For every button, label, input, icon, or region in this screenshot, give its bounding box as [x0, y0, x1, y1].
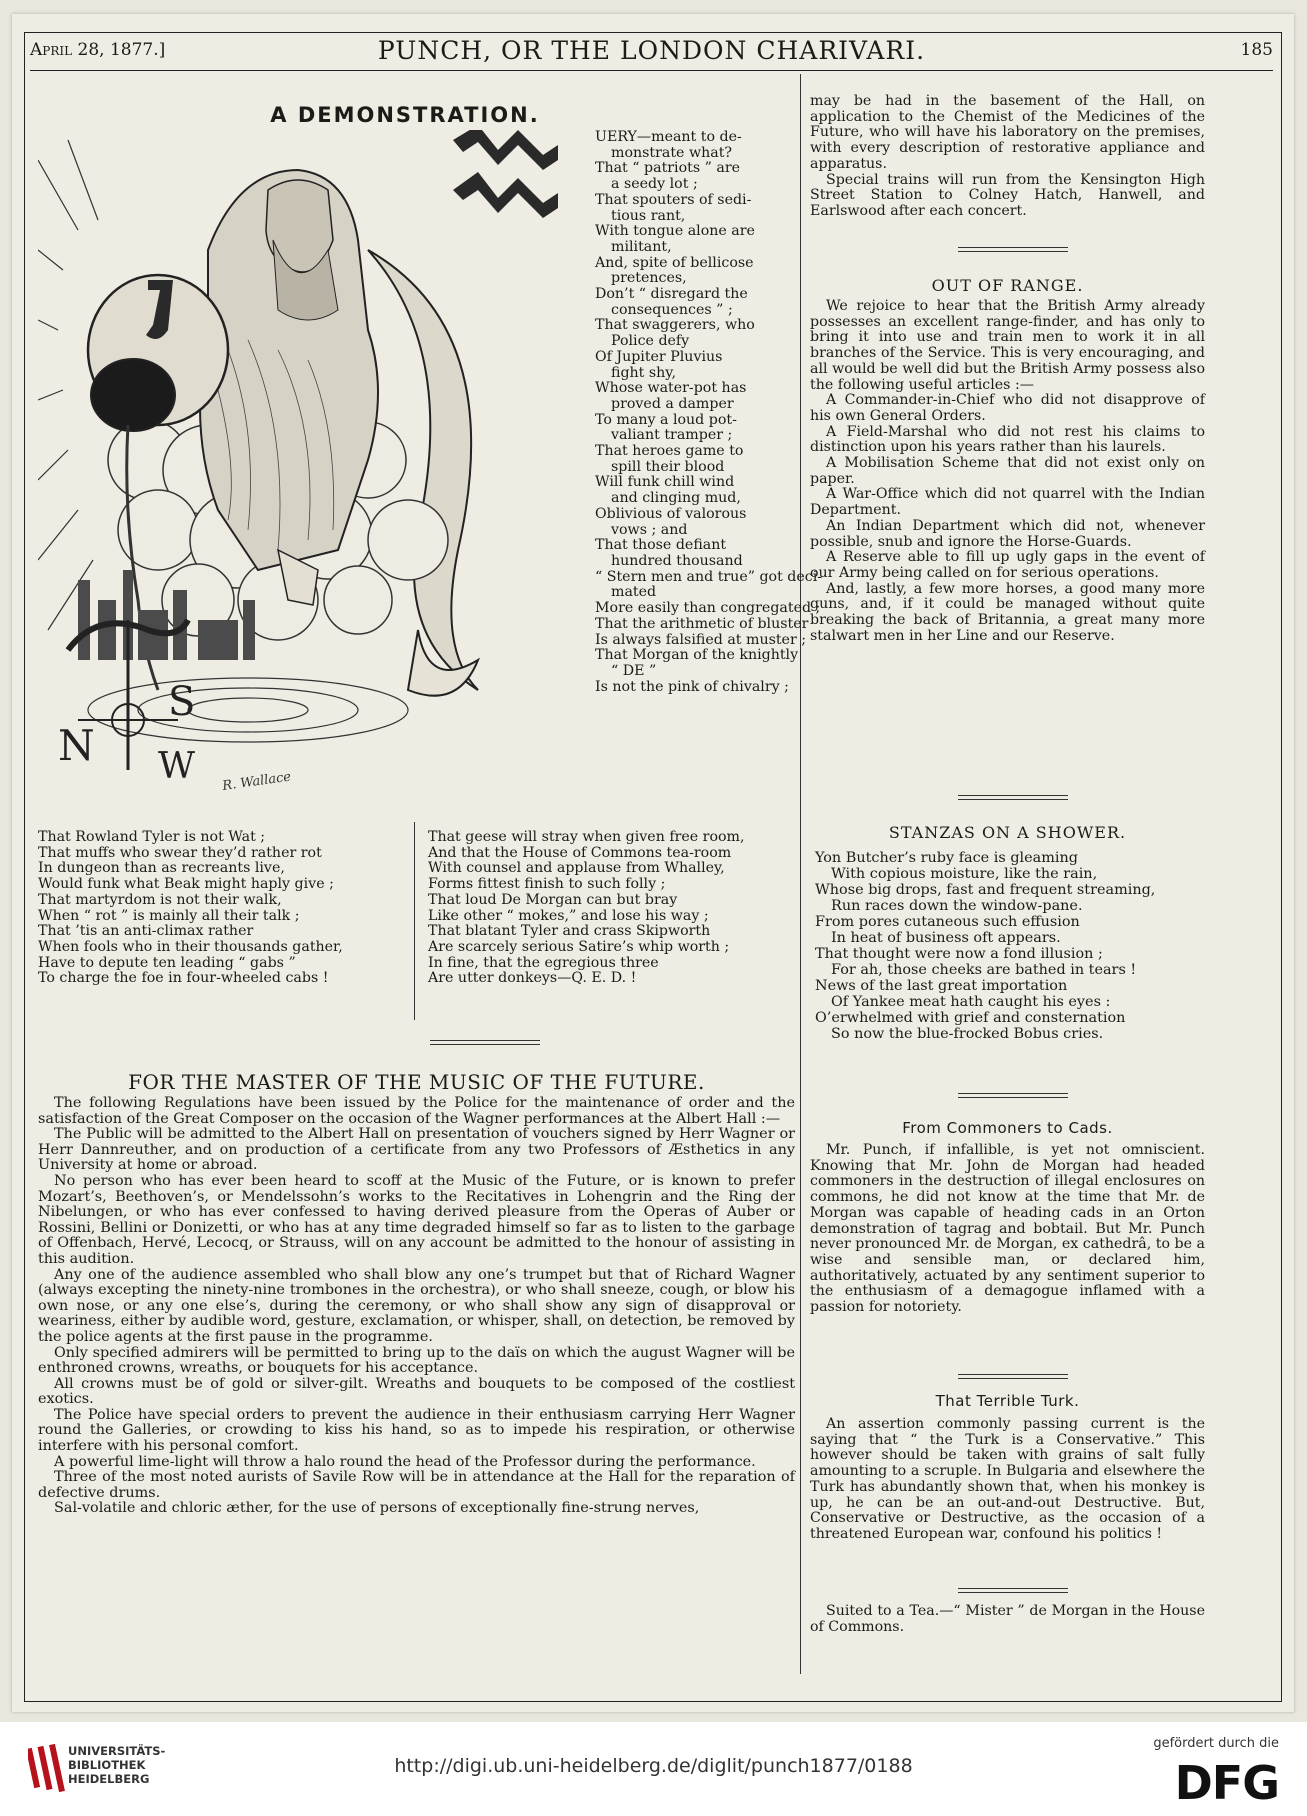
verse-line: That martyrdom is not their walk,	[38, 891, 282, 908]
verse-line: That muffs who swear they’d rather rot	[38, 844, 322, 861]
paragraph: Sal-volatile and chloric æther, for the use of persons of exceptionally fine-strung nerves,	[54, 1500, 700, 1517]
commoners-heading: From Commoners to Cads.	[902, 1119, 1113, 1137]
verse-line: Will funk chill wind	[595, 474, 735, 491]
commoners-paragraph: Mr. Punch, if infallible, is yet not omniscient. Knowing that Mr. John de Morgan had headed commoners in the destruction of illegal enclosures on commons, he did not know at the time that Mr. de Morgan was capable of heading cads in an Orton demonstration of tagrag and bobtail. But Mr. Punch never pronounced Mr. de Morgan, ex cathedrâ, to be a wise and sensible man, or declared him, authoritatively, actuated by any sentiment superior to the enthusiasm of a demagogue inflamed with a passion for notoriety.	[810, 1142, 1205, 1316]
verse-line: monstrate what?	[611, 144, 733, 161]
verse-line: “ Stern men and true” got deci-	[595, 568, 823, 585]
turk-heading: That Terrible Turk.	[935, 1392, 1080, 1410]
aquarius-illustration	[38, 130, 563, 810]
stanzas-on-a-shower	[815, 850, 1205, 1042]
artist-signature: R. Wallace	[221, 769, 292, 794]
verse-line: tious rant,	[611, 207, 686, 224]
paragraph: The Public will be admitted to the Albert Hall on presentation of vouchers signed by Herr Wagner or Herr Dannreuther, and on production of a certificate from any two Professors of Æsthetics in any University at home or abroad.	[38, 1126, 795, 1174]
verse-line: Whose big drops, fast and frequent streaming,	[815, 882, 1156, 898]
tea-paragraph: Suited to a Tea.—“ Mister ” de Morgan in the House of Commons.	[810, 1603, 1205, 1635]
music-article-continued	[810, 94, 1205, 220]
issue-date: April 28, 1877.]	[30, 40, 166, 60]
demonstration-stanza-left	[38, 830, 408, 987]
paragraph: All crowns must be of gold or silver-gilt. Wreaths and bouquets to be composed of the costliest exotics.	[38, 1375, 795, 1408]
verse-line: That Morgan of the knightly	[595, 647, 799, 664]
paragraph: No person who has ever been heard to scoff at the Music of the Future, or is known to prefer Mozart’s, Beethoven’s, or Mendelssohn’s works to the Recitatives in Lohengrin and the Ring der Nibelungen, or who has ever confessed to having derived pleasure from the Operas of Auber or Rossini, Bellini or Donizetti, or who has at any time degraded himself so far as to listen to the garbage of Offenbach, Hervé, Lecocq, or Strauss, will on any account be admitted to the honour of assisting in this audition.	[38, 1172, 795, 1267]
verse-line: Are utter donkeys—Q. E. D. !	[428, 970, 637, 987]
vane-letter-s: S	[168, 679, 196, 725]
verse-line: More easily than congregated ;	[595, 600, 821, 617]
verse-line: militant,	[611, 238, 672, 255]
column-divider-short	[414, 822, 415, 1020]
verse-line: Oblivious of valorous	[595, 505, 747, 522]
verse-line: proved a damper	[611, 395, 734, 412]
verse-line: That loud De Morgan can but bray	[428, 891, 678, 908]
verse-line: And, spite of bellicose	[595, 254, 754, 271]
verse-line: “ DE ”	[611, 662, 657, 679]
verse-line: and clinging mud,	[611, 490, 741, 507]
verse-line: With copious moisture, like the rain,	[831, 866, 1098, 882]
verse-line: When fools who in their thousands gather,	[38, 938, 343, 955]
funding-caption: gefördert durch die	[1153, 1736, 1279, 1751]
vane-letter-n: N	[58, 721, 95, 770]
viewer-footer	[0, 1722, 1307, 1816]
music-heading: FOR THE MASTER OF THE MUSIC OF THE FUTURE.	[128, 1070, 705, 1094]
verse-line: That “ patriots ” are	[595, 160, 741, 177]
paragraph: We rejoice to hear that the British Army already possesses an excellent range-finder, and has only to bring it into use and train men to work it in all branches of the Service. This is very encouraging, and all would be well did but the British Army possess also the following useful articles :—	[810, 298, 1205, 393]
verse-line: With tongue alone are	[595, 223, 755, 240]
paragraph: The following Regulations have been issued by the Police for the maintenance of order and the satisfaction of the Great Composer on the occasion of the Wagner performances at the Albert Hall :—	[38, 1095, 795, 1127]
verse-line: vows ; and	[611, 521, 688, 538]
verse-line: When “ rot ” is mainly all their talk ;	[38, 907, 300, 924]
verse-line: To charge the foe in four-wheeled cabs !	[38, 970, 329, 987]
paragraph: may be had in the basement of the Hall, on application to the Chemist of the Medicines of the Future, who will have his laboratory on the premises, with every description of restorative appliance and apparatus.	[810, 93, 1205, 172]
paragraph: A Reserve able to fill up ugly gaps in the event of our Army being called on for serious operations.	[810, 549, 1205, 581]
section-divider	[958, 1093, 1068, 1098]
verse-line: In heat of business oft appears.	[831, 930, 1061, 946]
column-divider	[800, 74, 801, 1674]
verse-line: That Rowland Tyler is not Wat ;	[38, 829, 266, 845]
out-of-range-article	[810, 299, 1205, 644]
verse-line: And that the House of Commons tea-room	[428, 844, 732, 861]
verse-line: In fine, that the egregious three	[428, 954, 659, 971]
verse-line: Yon Butcher’s ruby face is gleaming	[815, 850, 1078, 866]
sun-rays	[38, 140, 98, 630]
demonstration-stanza-right	[428, 830, 794, 987]
turk-paragraph: An assertion commonly passing current is the saying that “ the Turk is a Conservative.” This however should be taken with grains of salt fully amounting to a scruple. In Bulgaria and elsewhere the Turk has abundantly shown that, when his monkey is up, he can be an out-and-out Destructive. But, Conservative or Destructive, as the occasion of a threatened European war, confound his politics !	[810, 1416, 1205, 1542]
verse-line: fight shy,	[611, 364, 676, 381]
puddle-ripples	[88, 678, 408, 742]
verse-line: That heroes game to	[595, 443, 744, 460]
verse-line: mated	[611, 584, 657, 601]
verse-line: That spouters of sedi-	[595, 191, 752, 208]
verse-line: News of the last great importation	[815, 978, 1068, 994]
demonstration-heading: A DEMONSTRATION.	[270, 103, 540, 127]
tea-article	[810, 1604, 1205, 1635]
verse-line: In dungeon than as recreants live,	[38, 860, 285, 877]
verse-line: Of Yankee meat hath caught his eyes :	[831, 994, 1111, 1010]
paragraph: A Mobilisation Scheme that did not exist only on paper.	[810, 455, 1205, 487]
section-divider	[958, 795, 1068, 800]
dfg-logo: DFG	[1174, 1756, 1279, 1810]
verse-line: Don’t “ disregard the	[595, 286, 748, 303]
section-divider	[958, 1588, 1068, 1593]
paragraph: A powerful lime-light will throw a halo round the head of the Professor during the performance.	[54, 1453, 756, 1470]
paragraph: Any one of the audience assembled who shall blow any one’s trumpet but that of Richard Wagner (always excepting the ninety-nine trombones in the orchestra), or who shall sneeze, cough, or blow his own nose, or any one else’s, during the ceremony, or who shall show any sign of disapproval or weariness, either by audible word, gesture, exclamation, or whisper, shall, on detection, be removed by the police agents at the first pause in the programme.	[38, 1266, 796, 1345]
verse-line: So now the blue-frocked Bobus cries.	[831, 1026, 1104, 1042]
verse-line: pretences,	[611, 270, 687, 287]
paragraph: Special trains will run from the Kensington High Street Station to Colney Hatch, Hanwell, and Earlswood after each concert.	[810, 171, 1205, 219]
aquarius-symbol	[453, 130, 558, 218]
verse-line: Forms fittest finish to such folly ;	[428, 876, 666, 893]
verse-line: hundred thousand	[611, 552, 743, 569]
library-line-2: BIBLIOTHEK	[68, 1758, 146, 1772]
vane-letter-w: W	[158, 746, 196, 787]
verse-line: consequences ” ;	[611, 301, 733, 318]
page-number: 185	[1240, 40, 1273, 60]
commoners-article	[810, 1143, 1205, 1316]
verse-line: Police defy	[611, 333, 690, 350]
verse-line: With counsel and applause from Whalley,	[428, 860, 725, 877]
library-line-3: HEIDELBERG	[68, 1772, 150, 1786]
verse-line: That blatant Tyler and crass Skipworth	[428, 923, 711, 940]
paragraph: And, lastly, a few more horses, a good many more guns, and, if it could be managed without quite breaking the back of Britannia, a great many more stalwart men in her Line and our Reserve.	[810, 580, 1205, 644]
turk-article	[810, 1417, 1205, 1543]
demonstration-stanza-1	[595, 129, 823, 695]
stanzas-heading: STANZAS ON A SHOWER.	[888, 823, 1127, 842]
verse-line: Of Jupiter Pluvius	[595, 348, 723, 365]
verse-line: O’erwhelmed with grief and consternation	[815, 1010, 1126, 1026]
section-divider	[958, 247, 1068, 252]
verse-line: UERY—meant to de-	[595, 129, 742, 145]
verse-line: valiant tramper ;	[611, 427, 733, 444]
library-line-1: UNIVERSITÄTS-	[68, 1744, 166, 1758]
verse-line: Have to depute ten leading “ gabs ”	[38, 954, 296, 971]
paragraph: An Indian Department which did not, whenever possible, snub and ignore the Horse-Guards.	[810, 517, 1205, 550]
verse-line: That the arithmetic of bluster	[595, 615, 809, 632]
verse-line: That thought were now a fond illusion ;	[815, 946, 1103, 962]
verse-line: Is not the pink of chivalry ;	[595, 678, 789, 695]
verse-line: For ah, those cheeks are bathed in tears !	[831, 962, 1137, 978]
section-divider	[430, 1040, 540, 1045]
section-divider	[958, 1374, 1068, 1379]
verse-line: Are scarcely serious Satire’s whip worth ;	[428, 938, 730, 955]
paragraph: The Police have special orders to prevent the audience in their enthusiasm carrying Herr Wagner round the Galleries, or crowding to kiss his hand, so as to impede his respiration, or otherwise interfere with his personal comfort.	[38, 1406, 795, 1455]
paragraph: Only specified admirers will be permitted to bring up to the daïs on which the august Wagner will be enthroned crowns, wreaths, or bouquets for his acceptance.	[38, 1344, 795, 1377]
verse-line: To many a loud pot-	[595, 411, 737, 428]
page-header	[30, 32, 1273, 71]
paragraph: A Field-Marshal who did not rest his claims to distinction upon his years rather than his laurels.	[810, 423, 1205, 456]
verse-line: That ’tis an anti-climax rather	[38, 923, 254, 940]
verse-line: Whose water-pot has	[595, 380, 747, 397]
paragraph: A Commander-in-Chief who did not disapprove of his own General Orders.	[810, 392, 1205, 424]
verse-line: That swaggerers, who	[595, 317, 755, 334]
paragraph: A War-Office which did not quarrel with the Indian Department.	[810, 486, 1205, 519]
paragraph: Three of the most noted aurists of Savile Row will be in attendance at the Hall for the reparation of defective drums.	[38, 1469, 795, 1501]
masthead-title: PUNCH, OR THE LONDON CHARIVARI.	[377, 36, 926, 65]
verse-line: Run races down the window-pane.	[831, 898, 1083, 914]
verse-line: Is always falsified at muster ;	[595, 631, 807, 648]
permalink-url[interactable]: http://digi.ub.uni-heidelberg.de/diglit/punch1877/0188	[394, 1755, 913, 1777]
verse-line: Like other “ mokes,” and lose his way ;	[428, 907, 709, 924]
verse-line: From pores cutaneous such effusion	[815, 914, 1080, 930]
verse-line: That those defiant	[595, 537, 727, 554]
music-article	[38, 1096, 795, 1517]
verse-line: a seedy lot ;	[611, 176, 698, 193]
out-of-range-heading: OUT OF RANGE.	[931, 276, 1084, 295]
verse-line: spill their blood	[611, 458, 725, 475]
verse-line: That geese will stray when given free room,	[428, 829, 745, 845]
verse-line: Would funk what Beak might haply give ;	[38, 876, 334, 893]
